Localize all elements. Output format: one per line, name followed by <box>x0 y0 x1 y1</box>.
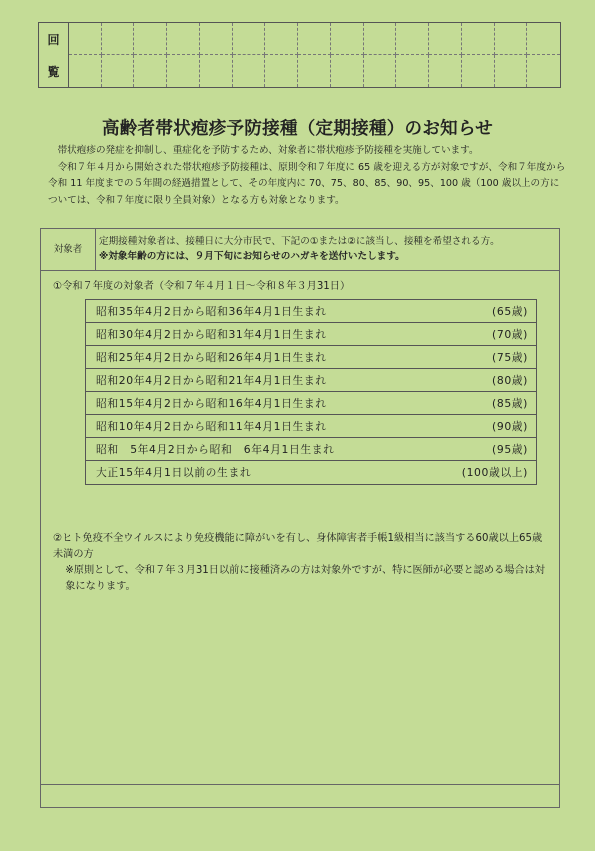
circulation-label-2: 覧 <box>47 64 60 79</box>
age-label: (100歳以上) <box>461 466 528 479</box>
birth-date-range: 昭和25年4月2日から昭和26年4月1日生まれ <box>96 350 327 364</box>
circulation-label <box>39 23 69 87</box>
age-label: (75歳) <box>492 350 528 364</box>
page-title: 高齢者帯状疱疹予防接種（定期接種）のお知らせ <box>101 119 494 139</box>
list-notes <box>53 531 549 595</box>
birth-date-row <box>86 369 536 392</box>
age-label: (85歳) <box>492 396 528 410</box>
target-line-2: ※対象年齢の方には、９月下旬にお知らせのハガキを送付いたします。 <box>99 251 405 262</box>
target-list-row <box>41 271 559 785</box>
birth-date-range: 大正15年4月1日以前の生まれ <box>96 466 252 479</box>
target-body <box>99 234 553 264</box>
age-label: (80歳) <box>492 373 528 387</box>
list-heading: ①令和７年度の対象者（令和７年４月１日～令和８年３月31日） <box>53 281 351 292</box>
birth-date-row <box>86 461 536 484</box>
birth-date-row <box>86 300 536 323</box>
birth-date-range: 昭和30年4月2日から昭和31年4月1日生まれ <box>96 327 327 341</box>
target-header: 対象者 <box>41 229 96 270</box>
birth-date-row <box>86 415 536 438</box>
birth-date-row <box>86 346 536 369</box>
birth-date-range: 昭和20年4月2日から昭和21年4月1日生まれ <box>96 373 327 387</box>
age-label: (65歳) <box>492 304 528 318</box>
birth-date-row <box>86 438 536 461</box>
birth-date-table <box>85 299 537 485</box>
intro-text <box>48 143 568 209</box>
age-label: (90歳) <box>492 419 528 433</box>
age-label: (95歳) <box>492 442 528 456</box>
circulation-grid <box>69 23 560 87</box>
birth-date-row <box>86 392 536 415</box>
birth-date-range: 昭和10年4月2日から昭和11年4月1日生まれ <box>96 419 327 433</box>
target-line-1: 定期接種対象者は、接種日に大分市民で、下記の①または②に該当し、接種を希望される方。 <box>99 236 500 247</box>
birth-date-range: 昭和35年4月2日から昭和36年4月1日生まれ <box>96 304 327 318</box>
birth-date-range: 昭和 5年4月2日から昭和 6年4月1日生まれ <box>96 442 335 456</box>
birth-date-range: 昭和15年4月2日から昭和16年4月1日生まれ <box>96 396 327 410</box>
circulation-box <box>38 22 561 88</box>
circulation-label-1: 回 <box>47 32 60 47</box>
hiv-note: ②ヒト免疫不全ウイルスにより免疫機能に障がいを有し、身体障害者手帳1級相当に該当する60歳以上65歳未満の方 <box>53 533 543 560</box>
age-label: (70歳) <box>492 327 528 341</box>
target-row <box>41 229 559 271</box>
info-table <box>40 228 560 808</box>
intro-paragraph-1: 帯状疱疹の発症を抑制し、重症化を予防するため、対象者に帯状疱疹予防接種を実施しています。 <box>57 145 479 156</box>
birth-date-row <box>86 323 536 346</box>
prior-vaccination-note: ※原則として、令和７年３月31日以前に接種済みの方は対象外ですが、特に医師が必要と認める場合は対象になります。 <box>65 565 545 592</box>
intro-paragraph-2: 令和７年４月から開始された帯状疱疹予防接種は、原則令和７年度に 65 歳を迎える方が対象ですが、令和７年度から令和 11 年度までの５年間の経過措置として、その年度内に 70、75、80、85、90、95、100 歳（100 歳以上の方については、令和７年度に限り全員対象）となる方も対象となります。 <box>48 161 566 206</box>
